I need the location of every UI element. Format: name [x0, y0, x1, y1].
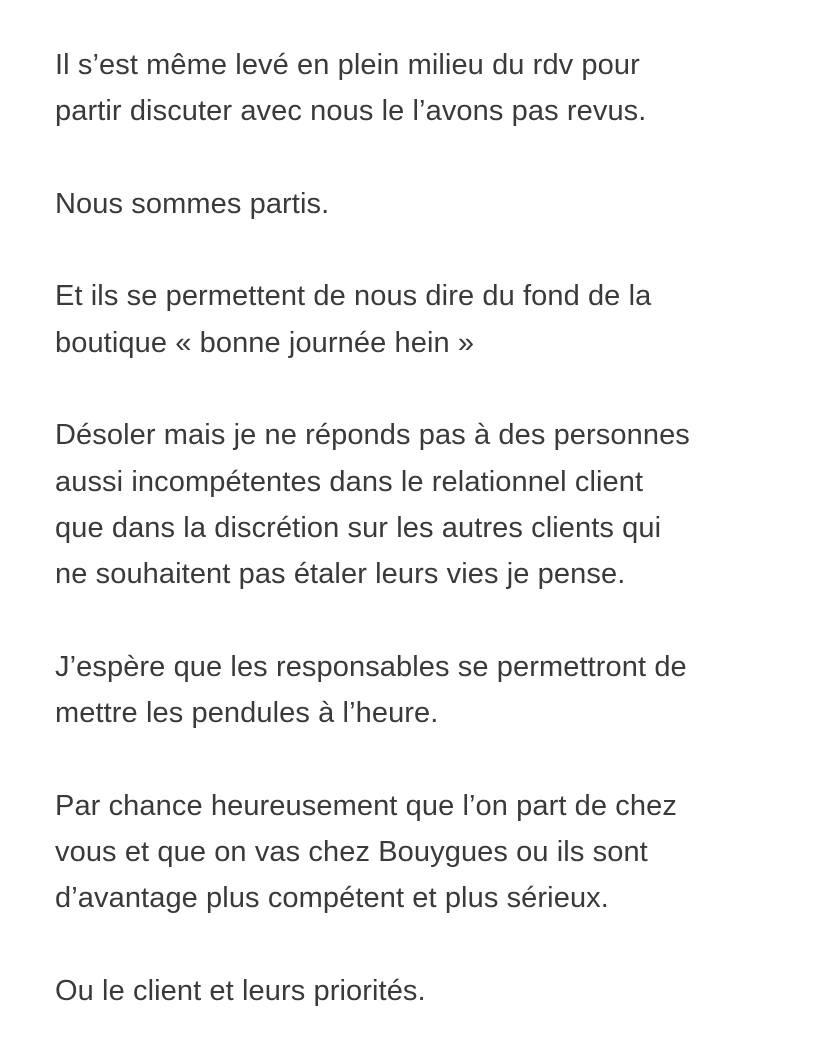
- text-line: Désoler mais je ne réponds pas à des personnes: [55, 419, 690, 452]
- paragraph-6: [55, 783, 795, 922]
- paragraph-1: [55, 42, 795, 135]
- text-line: vous et que on vas chez Bouygues ou ils sont: [55, 836, 648, 869]
- text-line: ne souhaitent pas étaler leurs vies je pense.: [55, 558, 626, 591]
- text-line: Ou le client et leurs priorités.: [55, 974, 426, 1007]
- text-line: d’avantage plus compétent et plus sérieux.: [55, 882, 609, 915]
- text-line: Par chance heureusement que l’on part de chez: [55, 789, 677, 822]
- text-line: J’espère que les responsables se permettront de: [55, 650, 687, 683]
- paragraph-4: [55, 412, 795, 597]
- paragraph-3: [55, 273, 795, 366]
- text-line: Il s’est même levé en plein milieu du rdv pour: [55, 49, 640, 81]
- text-line: Et ils se permettent de nous dire du fond de la: [55, 280, 652, 313]
- text-line: Nous sommes partis.: [55, 187, 330, 220]
- paragraph-7: [55, 968, 795, 1014]
- paragraph-2: [55, 181, 795, 227]
- text-line: aussi incompétentes dans le relationnel client: [55, 465, 644, 498]
- message-body: [55, 42, 795, 1014]
- text-line: partir discuter avec nous le l’avons pas revus.: [55, 95, 647, 128]
- text-line: mettre les pendules à l’heure.: [55, 697, 439, 730]
- text-line: que dans la discrétion sur les autres clients qui: [55, 511, 662, 544]
- text-line: boutique « bonne journée hein »: [55, 326, 475, 359]
- paragraph-5: [55, 644, 795, 737]
